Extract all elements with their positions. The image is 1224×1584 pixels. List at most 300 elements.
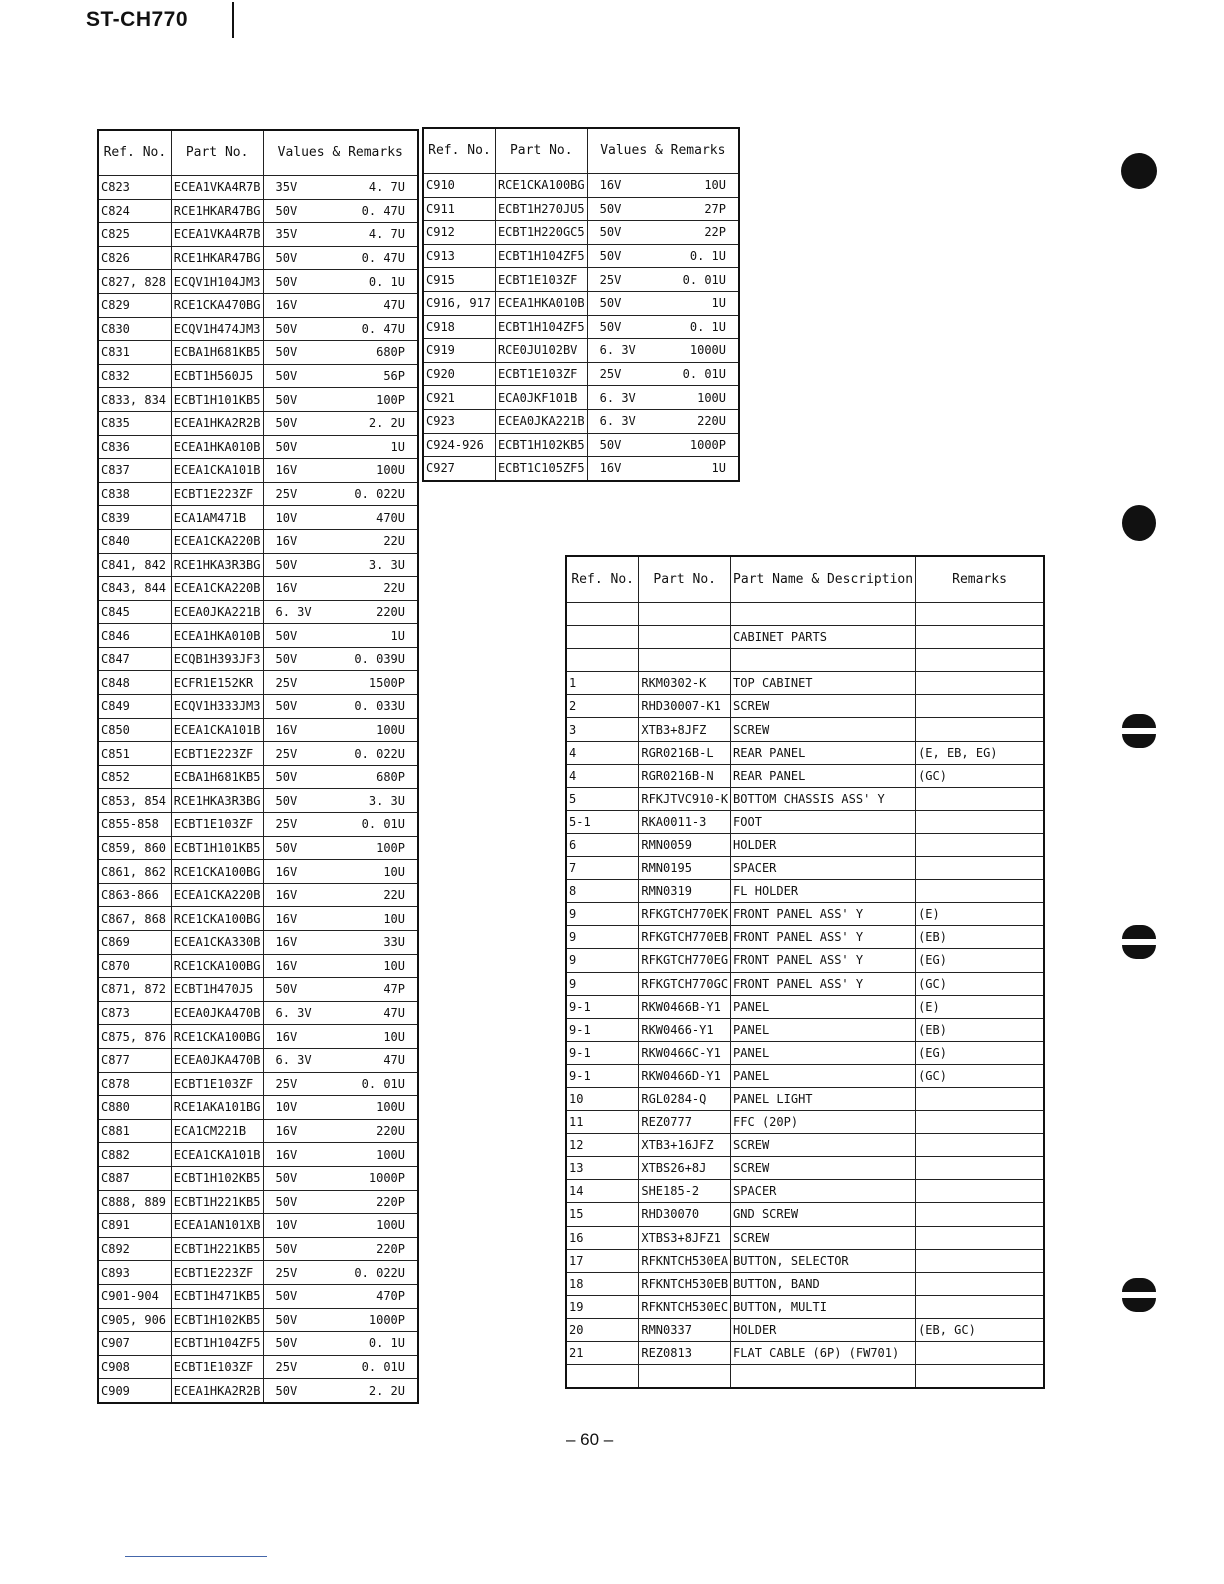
table-row [98,718,418,742]
capacitance-value: 4. 7U [368,180,405,195]
table-row [98,341,418,365]
voltage-value: 50V [275,345,298,360]
ref-no-cell: 4 [566,764,639,787]
table-row [566,764,1044,787]
value-cell [263,765,418,789]
capacitance-value: 100U [697,390,726,405]
table-row [98,364,418,388]
value-cell [263,1214,418,1238]
capacitance-value: 4. 7U [368,227,405,242]
table-row [423,268,739,292]
table-row [98,199,418,223]
value-cell [263,695,418,719]
table-row [566,926,1044,949]
value-cell [263,1143,418,1167]
ref-no-cell: C880 [98,1096,171,1120]
capacitance-value: 100U [376,1147,405,1162]
part-name-cell: SCREW [731,718,916,741]
table-row [98,647,418,671]
capacitance-value: 22U [383,534,405,549]
table-row [98,1072,418,1096]
table-row [98,954,418,978]
voltage-value: 50V [599,249,622,264]
capacitance-value: 0. 01U [682,367,726,382]
part-no-cell: RCE1HKAR47BG [171,246,263,270]
value-cell [263,482,418,506]
capacitance-value: 220U [376,604,405,619]
remarks-cell [916,1249,1044,1272]
ref-no-cell: C851 [98,742,171,766]
part-no-cell: XTBS3+8JFZ1 [639,1226,731,1249]
voltage-value: 50V [275,557,298,572]
part-no-cell: RKW0466C-Y1 [639,1041,731,1064]
value-cell [263,954,418,978]
capacitance-value: 680P [376,345,405,360]
part-name-cell [731,649,916,672]
table-row [566,1134,1044,1157]
capacitance-value: 47U [383,1006,405,1021]
value-cell [263,341,418,365]
table-row [98,1379,418,1403]
ref-no-cell: C835 [98,411,171,435]
remarks-cell [916,672,1044,695]
part-no-cell: ECEA0JKA221B [495,409,587,433]
ref-no-cell: C882 [98,1143,171,1167]
ref-no-cell: 11 [566,1111,639,1134]
part-no-cell: RCE1HKA3R3BG [171,553,263,577]
table-row [566,857,1044,880]
part-no-cell: ECBT1H101KB5 [171,836,263,860]
remarks-cell [916,1342,1044,1365]
table-row [98,270,418,294]
voltage-value: 16V [275,958,298,973]
table-row [98,1001,418,1025]
part-name-cell: SCREW [731,1157,916,1180]
ref-no-cell: 8 [566,880,639,903]
part-name-cell: HOLDER [731,833,916,856]
ref-no-cell: 14 [566,1180,639,1203]
voltage-value: 25V [275,1265,298,1280]
voltage-value: 50V [599,225,622,240]
table-row [566,718,1044,741]
capacitance-value: 47U [383,1053,405,1068]
value-cell [263,246,418,270]
value-cell [263,1001,418,1025]
remarks-cell: (E, EB, EG) [916,741,1044,764]
table-row [566,1157,1044,1180]
capacitance-value: 0. 01U [361,817,405,832]
table-row [566,972,1044,995]
value-cell [263,600,418,624]
table-row [98,388,418,412]
value-cell [263,1237,418,1261]
capacitance-value: 1U [390,439,405,454]
remarks-cell [916,603,1044,626]
table-row [423,221,739,245]
part-no-cell: ECBT1H104ZF5 [171,1332,263,1356]
value-cell [263,1190,418,1214]
part-no-cell: RKW0466B-Y1 [639,995,731,1018]
part-name-cell: FRONT PANEL ASS' Y [731,926,916,949]
part-name-cell: FRONT PANEL ASS' Y [731,903,916,926]
capacitance-value: 47P [383,982,405,997]
ref-no-cell: C863-866 [98,883,171,907]
table-row [98,506,418,530]
table-row [98,742,418,766]
capacitance-value: 220P [376,1194,405,1209]
table-row [98,978,418,1002]
table-row [98,1096,418,1120]
header-part-no: Part No. [495,128,587,174]
header-remarks: Remarks [916,556,1044,603]
remarks-cell [916,649,1044,672]
part-no-cell: ECBA1H681KB5 [171,341,263,365]
capacitance-value: 100U [376,1218,405,1233]
table-row [423,409,739,433]
part-no-cell: RCE1HKAR47BG [171,199,263,223]
header-part-name: Part Name & Description [731,556,916,603]
capacitance-value: 0. 47U [361,203,405,218]
ref-no-cell: C850 [98,718,171,742]
value-cell [263,1332,418,1356]
ref-no-cell: 5 [566,787,639,810]
capacitance-value: 0. 039U [354,652,405,667]
part-no-cell: RFKGTCH770EB [639,926,731,949]
table-row [423,339,739,363]
table-header-row [98,130,418,176]
table-row [98,600,418,624]
voltage-value: 50V [275,652,298,667]
ref-no-cell: C867, 868 [98,907,171,931]
ref-no-cell: C827, 828 [98,270,171,294]
value-cell [263,411,418,435]
part-no-cell: RMN0319 [639,880,731,903]
capacitance-value: 0. 1U [368,274,405,289]
capacitance-value: 1000P [368,1312,405,1327]
voltage-value: 16V [275,534,298,549]
part-no-cell: RHD30007-K1 [639,695,731,718]
part-no-cell: XTB3+8JFZ [639,718,731,741]
voltage-value: 50V [275,1336,298,1351]
voltage-value: 50V [275,1194,298,1209]
voltage-value: 35V [275,227,298,242]
part-no-cell: RCE0JU102BV [495,339,587,363]
part-name-cell: PANEL [731,995,916,1018]
ref-no-cell: 12 [566,1134,639,1157]
part-no-cell: ECBT1H104ZF5 [495,315,587,339]
ref-no-cell: 18 [566,1272,639,1295]
ref-no-cell: C839 [98,506,171,530]
part-no-cell: ECBT1H101KB5 [171,388,263,412]
ref-no-cell: C911 [423,197,495,221]
table-row [98,1119,418,1143]
ref-no-cell: C861, 862 [98,860,171,884]
voltage-value: 50V [275,416,298,431]
capacitance-value: 10U [383,958,405,973]
ref-no-cell: C855-858 [98,813,171,837]
voltage-value: 25V [599,367,622,382]
table-row [566,1064,1044,1087]
remarks-cell [916,880,1044,903]
table-row [423,197,739,221]
value-cell [263,647,418,671]
model-title: ST-CH770 [86,8,189,31]
capacitance-value: 0. 01U [682,272,726,287]
capacitance-value: 0. 022U [354,1265,405,1280]
voltage-value: 50V [599,201,622,216]
voltage-value: 50V [275,1171,298,1186]
remarks-cell: (GC) [916,1064,1044,1087]
part-no-cell: RCE1CKA100BG [171,1025,263,1049]
value-cell [263,978,418,1002]
value-cell [263,813,418,837]
ref-no-cell: 9-1 [566,995,639,1018]
capacitance-value: 10U [383,911,405,926]
ref-no-cell: 2 [566,695,639,718]
part-name-cell: BUTTON, BAND [731,1272,916,1295]
table-row [98,1166,418,1190]
part-name-cell: PANEL [731,1064,916,1087]
value-cell [263,270,418,294]
table-row [566,1226,1044,1249]
table-row [98,695,418,719]
remarks-cell: (EG) [916,949,1044,972]
ref-no-cell: C887 [98,1166,171,1190]
ref-no-cell: 9-1 [566,1018,639,1041]
value-cell [263,789,418,813]
part-no-cell: ECEA1CKA101B [171,718,263,742]
binder-hole-split [1122,714,1156,748]
table-row [566,1018,1044,1041]
ref-no-cell: C847 [98,647,171,671]
ref-no-cell: C909 [98,1379,171,1403]
capacitor-table-left [97,129,419,1404]
ref-no-cell: C832 [98,364,171,388]
capacitance-value: 220U [697,414,726,429]
capacitance-value: 100U [376,463,405,478]
part-name-cell: FFC (20P) [731,1111,916,1134]
part-no-cell: ECBT1E103ZF [171,1355,263,1379]
capacitance-value: 0. 01U [361,1359,405,1374]
table-row [98,1284,418,1308]
voltage-value: 10V [275,1100,298,1115]
ref-no-cell: C919 [423,339,495,363]
value-cell [263,1096,418,1120]
part-no-cell: RKW0466D-Y1 [639,1064,731,1087]
title-divider [232,2,234,38]
binder-hole-dot [1121,153,1157,189]
part-no-cell: ECA1CM221B [171,1119,263,1143]
voltage-value: 50V [275,369,298,384]
value-cell [263,1379,418,1403]
part-name-cell: SCREW [731,1134,916,1157]
remarks-cell [916,626,1044,649]
remarks-cell [916,1180,1044,1203]
header-values-remarks: Values & Remarks [587,128,739,174]
value-cell [263,293,418,317]
voltage-value: 25V [275,1359,298,1374]
ref-no-cell: C849 [98,695,171,719]
voltage-value: 50V [275,1383,298,1398]
value-cell [263,624,418,648]
part-no-cell: ECEA1VKA4R7B [171,176,263,200]
ref-no-cell: 17 [566,1249,639,1272]
part-no-cell: ECBT1E223ZF [171,482,263,506]
part-name-cell: HOLDER [731,1318,916,1341]
ref-no-cell: C913 [423,244,495,268]
table-header-row [423,128,739,174]
ref-no-cell: C840 [98,529,171,553]
table-row [566,949,1044,972]
capacitance-value: 100U [376,1100,405,1115]
part-no-cell: ECBA1H681KB5 [171,765,263,789]
table-row [98,553,418,577]
remarks-cell: (EB, GC) [916,1318,1044,1341]
part-name-cell: BUTTON, MULTI [731,1295,916,1318]
part-no-cell: RMN0337 [639,1318,731,1341]
remarks-cell [916,1272,1044,1295]
part-no-cell: ECBT1E103ZF [171,1072,263,1096]
ref-no-cell: 5-1 [566,810,639,833]
table-row [423,386,739,410]
voltage-value: 16V [275,722,298,737]
table-row [98,435,418,459]
part-no-cell: ECBT1H560J5 [171,364,263,388]
table-row [98,1237,418,1261]
part-no-cell: RGL0284-Q [639,1087,731,1110]
capacitance-value: 1500P [368,675,405,690]
value-cell [587,339,739,363]
value-cell [263,1261,418,1285]
part-no-cell: ECEA1AN101XB [171,1214,263,1238]
table-row [98,1332,418,1356]
capacitance-value: 22U [383,581,405,596]
remarks-cell [916,718,1044,741]
value-cell [263,317,418,341]
remarks-cell [916,1365,1044,1389]
ref-no-cell: 13 [566,1157,639,1180]
part-name-cell: SPACER [731,1180,916,1203]
part-name-cell: REAR PANEL [731,741,916,764]
table-row [98,1355,418,1379]
remarks-cell [916,1203,1044,1226]
part-no-cell: ECEA1HKA2R2B [171,1379,263,1403]
table-row [98,529,418,553]
ref-no-cell: C927 [423,457,495,481]
binder-hole-split [1122,1278,1156,1312]
voltage-value: 50V [275,1242,298,1257]
table-row [98,176,418,200]
part-no-cell: ECBT1E223ZF [171,1261,263,1285]
ref-no-cell: C831 [98,341,171,365]
voltage-value: 50V [275,982,298,997]
table-row [98,836,418,860]
table-row [566,1295,1044,1318]
ref-no-cell: 20 [566,1318,639,1341]
part-no-cell: RFKNTCH530EB [639,1272,731,1295]
capacitance-value: 3. 3U [368,793,405,808]
part-no-cell [639,1365,731,1389]
voltage-value: 16V [275,911,298,926]
part-no-cell: ECA1AM471B [171,506,263,530]
part-no-cell: ECBT1H102KB5 [171,1166,263,1190]
voltage-value: 50V [599,437,622,452]
part-no-cell: ECBT1H104ZF5 [495,244,587,268]
ref-no-cell: C875, 876 [98,1025,171,1049]
voltage-value: 50V [275,770,298,785]
part-name-cell: GND SCREW [731,1203,916,1226]
capacitance-value: 220P [376,1242,405,1257]
table-row [98,883,418,907]
table-row [98,482,418,506]
voltage-value: 50V [275,439,298,454]
ref-no-cell: 9 [566,903,639,926]
ref-no-cell: 21 [566,1342,639,1365]
ref-no-cell: C825 [98,223,171,247]
remarks-cell [916,1087,1044,1110]
part-no-cell: RGR0216B-L [639,741,731,764]
table-row [98,1048,418,1072]
capacitance-value: 0. 033U [354,699,405,714]
ref-no-cell: C921 [423,386,495,410]
voltage-value: 6. 3V [275,1053,312,1068]
table-row [98,1308,418,1332]
voltage-value: 16V [275,463,298,478]
part-no-cell: ECBT1E103ZF [495,268,587,292]
ref-no-cell: C833, 834 [98,388,171,412]
value-cell [263,364,418,388]
part-name-cell: SPACER [731,857,916,880]
value-cell [263,931,418,955]
part-no-cell: REZ0813 [639,1342,731,1365]
voltage-value: 50V [275,1289,298,1304]
value-cell [587,221,739,245]
capacitance-value: 0. 47U [361,321,405,336]
voltage-value: 35V [275,180,298,195]
ref-no-cell: C920 [423,362,495,386]
capacitance-value: 680P [376,770,405,785]
ref-no-cell: 1 [566,672,639,695]
table-row [98,765,418,789]
voltage-value: 50V [275,321,298,336]
part-name-cell: REAR PANEL [731,764,916,787]
part-no-cell: RFKNTCH530EA [639,1249,731,1272]
value-cell [263,223,418,247]
part-no-cell: ECEA1HKA010B [495,291,587,315]
value-cell [263,529,418,553]
table-row [98,1143,418,1167]
part-no-cell: RHD30070 [639,1203,731,1226]
table-row [423,362,739,386]
capacitance-value: 0. 022U [354,487,405,502]
part-no-cell: ECQB1H393JF3 [171,647,263,671]
ref-no-cell: C912 [423,221,495,245]
capacitance-value: 1U [711,296,726,311]
remarks-cell: (E) [916,903,1044,926]
part-name-cell [731,603,916,626]
ref-no-cell: C836 [98,435,171,459]
value-cell [263,388,418,412]
part-no-cell: ECBT1H102KB5 [495,433,587,457]
part-name-cell: CABINET PARTS [731,626,916,649]
part-no-cell: RCE1CKA100BG [495,174,587,198]
ref-no-cell: C892 [98,1237,171,1261]
voltage-value: 50V [275,274,298,289]
part-no-cell: ECEA1CKA220B [171,577,263,601]
table-row [566,1180,1044,1203]
table-row [566,1041,1044,1064]
ref-no-cell: C852 [98,765,171,789]
